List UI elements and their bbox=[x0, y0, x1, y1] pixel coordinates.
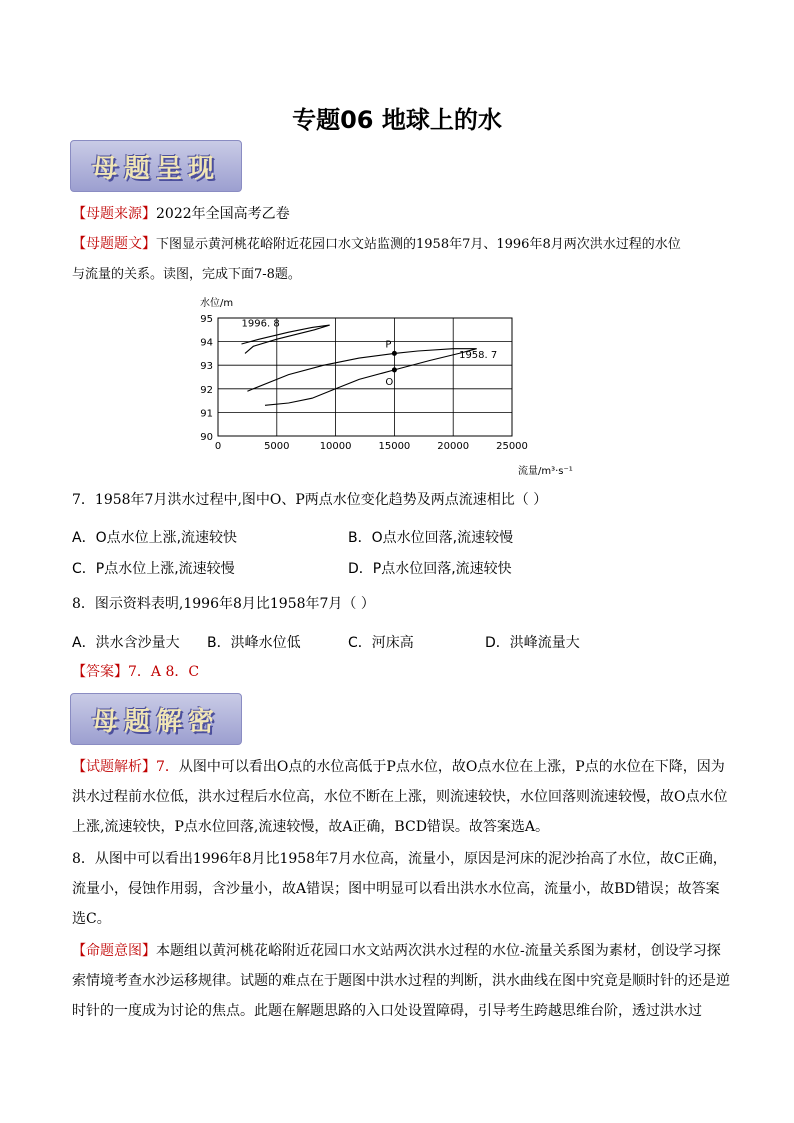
chart-ticks bbox=[200, 314, 528, 452]
point-label: O bbox=[385, 376, 394, 388]
q7-stem: 7．1958年7月洪水过程中,图中O、P两点水位变化趋势及两点流速相比（ ） bbox=[72, 492, 548, 508]
question-text-1: 下图显示黄河桃花峪附近花园口水文站监测的1958年7月、1996年8月两次洪水过程的水位 bbox=[156, 237, 681, 252]
chart-series bbox=[242, 318, 498, 405]
series-line bbox=[242, 325, 330, 353]
analysis-q7-lead: 7． bbox=[156, 759, 179, 775]
question-line-1 bbox=[72, 234, 681, 255]
x-tick-label: 20000 bbox=[437, 441, 470, 452]
y-tick-label: 94 bbox=[200, 337, 213, 349]
answer-line bbox=[72, 662, 199, 682]
x-tick-label: 10000 bbox=[319, 441, 352, 452]
question-line-2: 与流量的关系。读图，完成下面7-8题。 bbox=[72, 267, 301, 282]
intent-text: 本题组以黄河桃花峪附近花园口水文站两次洪水过程的水位-流量关系图为素材，创设学习探索情境考查水沙运移规律。试题的难点在于题图中洪水过程的判断，洪水曲线在图中究竟是顺时针的还是逆时针的一度成为讨论的焦点。此题在解题思路的入口处设置障碍，引导考生跨越思维台阶，透过洪水过 bbox=[72, 943, 730, 1019]
source-line bbox=[72, 204, 290, 224]
source-text: 2022年全国高考乙卷 bbox=[156, 206, 290, 222]
y-axis-label: 水位/m bbox=[200, 298, 234, 309]
analysis-label: 【试题解析】 bbox=[72, 759, 156, 775]
series-label: 1996. 8 bbox=[241, 318, 280, 330]
q7-option-d[interactable]: D．P点水位回落,流速较快 bbox=[348, 561, 512, 577]
question-label: 【母题题文】 bbox=[72, 236, 156, 252]
banner-question: 母题呈现 bbox=[70, 140, 242, 192]
chart-frame bbox=[218, 318, 512, 436]
x-axis-label: 流量/m³·s⁻¹ bbox=[518, 466, 573, 477]
series-line bbox=[247, 349, 476, 406]
q7-option-b[interactable]: B．O点水位回落,流速较慢 bbox=[348, 530, 514, 546]
x-tick-label: 25000 bbox=[496, 441, 528, 452]
analysis-paragraph-2: 8．从图中可以看出1996年8月比1958年7月水位高，流量小，原因是河床的泥沙抬高了水位，故C正确，流量小，侵蚀作用弱，含沙量小，故A错误；图中明显可以看出洪水水位高，流量小，故BD错误；故答案选C。 bbox=[72, 851, 727, 927]
x-tick-label: 0 bbox=[214, 441, 222, 452]
q8-option-d[interactable]: D．洪峰流量大 bbox=[485, 635, 580, 651]
chart-points bbox=[385, 339, 397, 388]
answer-text: 7．A 8．C bbox=[128, 664, 200, 680]
analysis-paragraph-1 bbox=[72, 752, 732, 842]
intent-paragraph bbox=[72, 936, 732, 1026]
water-level-flow-chart bbox=[196, 296, 606, 481]
point-marker bbox=[392, 367, 397, 372]
y-tick-label: 95 bbox=[200, 314, 213, 325]
point-marker bbox=[392, 351, 397, 356]
intent-label: 【命题意图】 bbox=[72, 943, 156, 959]
point-label: P bbox=[385, 339, 392, 351]
q8-option-c[interactable]: C．河床高 bbox=[348, 635, 414, 651]
y-tick-label: 92 bbox=[200, 384, 213, 396]
q8-option-b[interactable]: B．洪峰水位低 bbox=[207, 635, 301, 651]
y-tick-label: 93 bbox=[200, 361, 213, 373]
q7-option-a[interactable]: A．O点水位上涨,流速较快 bbox=[72, 530, 238, 546]
y-tick-label: 91 bbox=[200, 408, 213, 420]
q8-option-a[interactable]: A．洪水含沙量大 bbox=[72, 635, 180, 651]
series-label: 1958. 7 bbox=[459, 350, 498, 362]
y-tick-label: 90 bbox=[200, 432, 213, 443]
q7-option-c[interactable]: C．P点水位上涨,流速较慢 bbox=[72, 561, 235, 577]
q8-stem: 8．图示资料表明,1996年8月比1958年7月（ ） bbox=[72, 596, 375, 612]
x-tick-label: 15000 bbox=[378, 441, 411, 452]
analysis-q7-text: 从图中可以看出O点的水位高低于P点水位，故O点水位在上涨，P点的水位在下降，因为洪水过程前水位低，洪水过程后水位高，水位不断在上涨，则流速较快，水位回落则流速较慢，故O点水位上涨,流速较快，P点水位回落,流速较慢，故A正确，BCD错误。故答案选A。 bbox=[72, 759, 728, 835]
answer-label: 【答案】 bbox=[72, 664, 128, 680]
banner-analysis: 母题解密 bbox=[70, 693, 242, 745]
page-title: 专题06 地球上的水 bbox=[292, 106, 502, 134]
source-label: 【母题来源】 bbox=[72, 206, 156, 222]
chart-grid bbox=[218, 318, 512, 436]
x-tick-label: 5000 bbox=[264, 441, 290, 452]
